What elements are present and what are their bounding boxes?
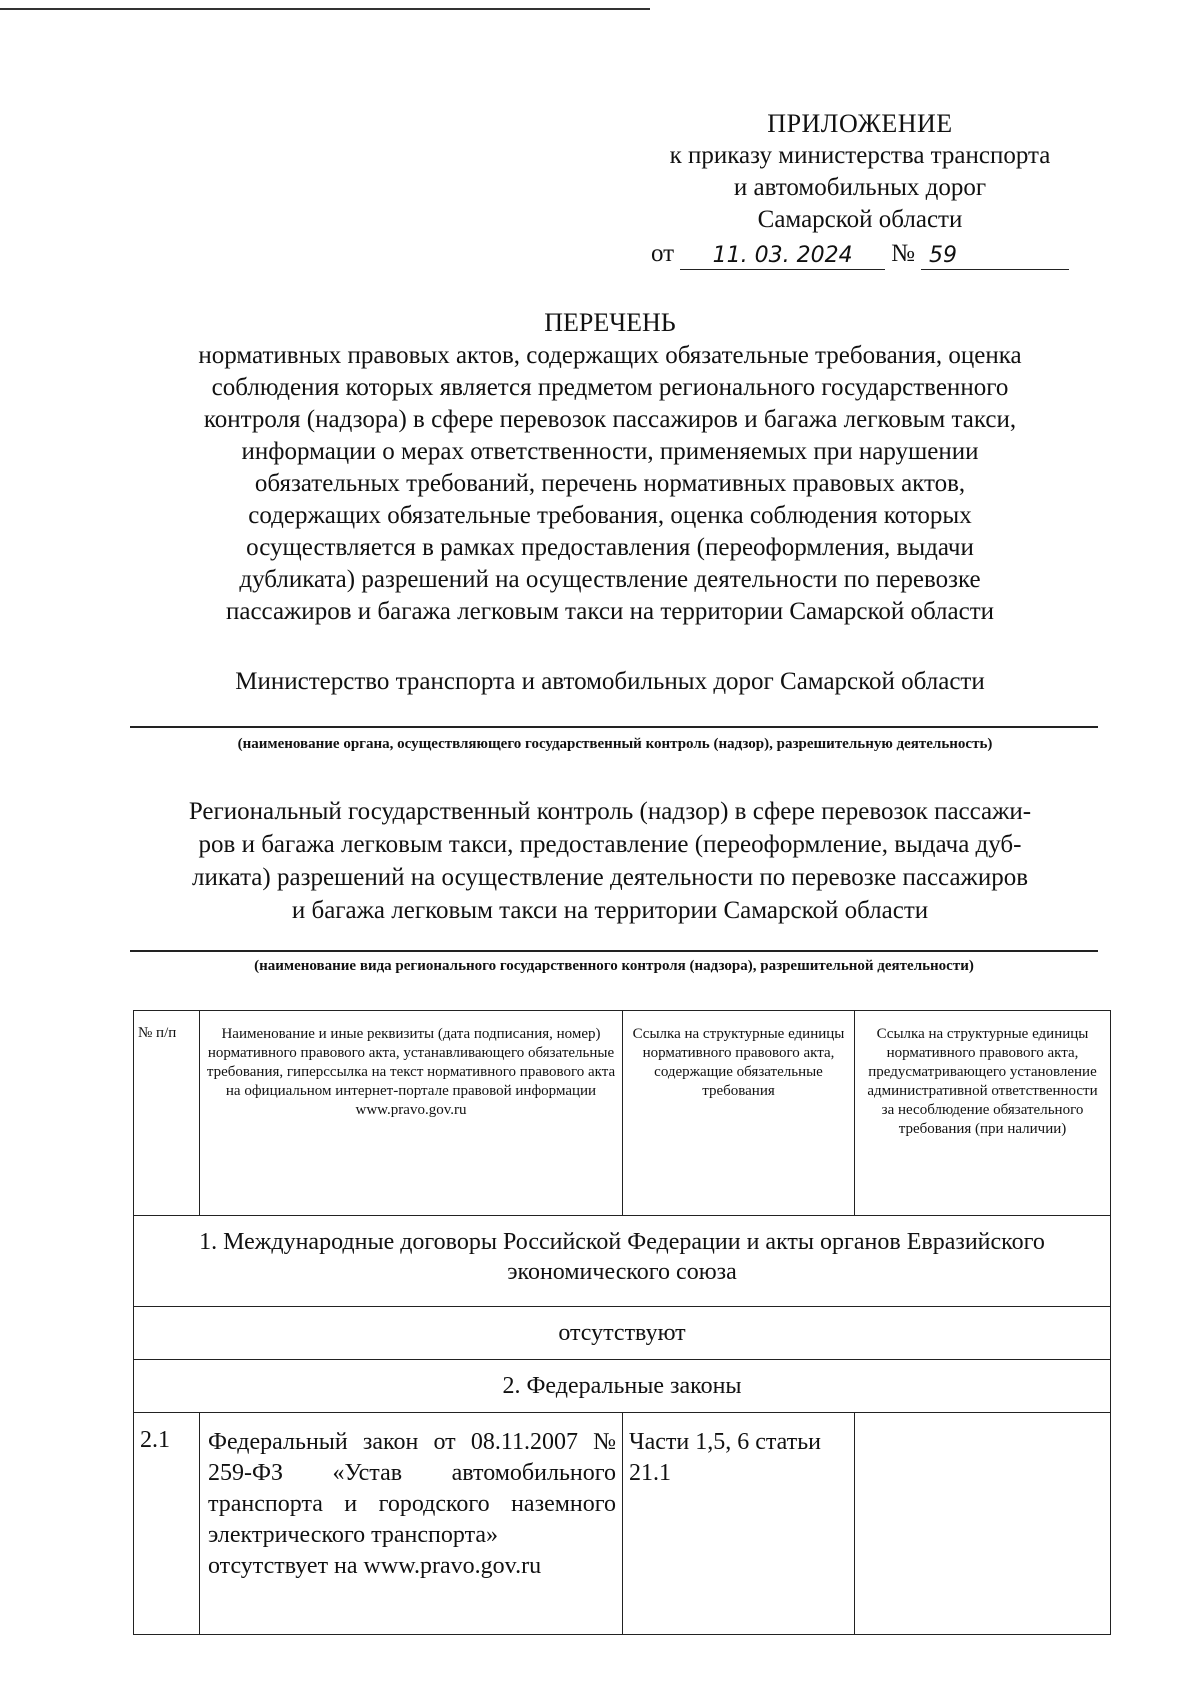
control-kind-caption: (наименование вида регионального государственного контроля (надзора), разрешительной деятельности) [254,958,974,974]
control-kind-line: и багажа легковым такси на территории Самарской области [291,897,929,924]
description-line: дубликата) разрешений на осуществление деятельности по перевозке [239,566,981,593]
section-1-row [134,1216,1111,1307]
section-2-row [134,1360,1111,1413]
row-act [200,1413,623,1635]
row-number: 2.1 [134,1413,200,1635]
organization-underline [130,726,1098,728]
description-line: нормативных правовых актов, содержащих обязательные требования, оценка [198,342,1022,369]
description-line: контроля (надзора) в сфере перевозок пассажиров и багажа легковым такси, [203,406,1017,433]
description-line: информации о мерах ответственности, применяемых при нарушении [241,438,979,465]
number-prefix: № [891,240,915,267]
header-liability: Ссылка на структурные единицы нормативного правового акта, предусматривающего установление административной ответственности за несоблюдение обязательного требования (при наличии) [855,1011,1111,1216]
section-2-title: 2. Федеральные законы [134,1360,1111,1413]
appendix-line-1: к приказу министерства транспорта [669,142,1051,169]
list-description [135,340,1085,628]
row-act-title: Федеральный закон от 08.11.2007 № 259-ФЗ «Устав автомобильного транспорта и городского наземного электрического транспорта» [208,1429,616,1548]
row-units: Части 1,5, 6 статьи 21.1 [623,1413,855,1635]
top-border-line [0,8,650,10]
order-date-line [600,238,1120,270]
description-line: содержащих обязательные требования, оценка соблюдения которых [248,502,972,529]
section-1-note: отсутствуют [134,1307,1111,1360]
order-date: 11. 03. 2024 [680,243,885,270]
appendix-title: ПРИЛОЖЕНИЕ [767,109,953,138]
appendix-line-2: и автомобильных дорог [733,174,987,201]
control-kind-line: ров и багажа легковым такси, предоставление (переоформление, выдача дуб- [198,831,1022,858]
control-kind [130,795,1090,927]
control-kind-line: ликата) разрешений на осуществление деятельности по перевозке пассажиров [192,864,1028,891]
row-act-link: отсутствует на www.pravo.gov.ru [208,1553,542,1579]
description-line: обязательных требований, перечень нормативных правовых актов, [254,470,966,497]
appendix-block [600,108,1120,270]
description-line: пассажиров и багажа легковым такси на территории Самарской области [225,598,995,625]
appendix-line-3: Самарской области [757,206,963,233]
control-kind-line: Региональный государственный контроль (надзор) в сфере перевозок пассажи- [188,798,1032,825]
organization-name: Министерство транспорта и автомобильных дорог Самарской области [235,668,985,695]
header-units: Ссылка на структурные единицы нормативного правового акта, содержащие обязательные требования [623,1011,855,1216]
section-1-note-row [134,1307,1111,1360]
description-line: осуществляется в рамках предоставления (переоформления, выдачи [246,534,974,561]
header-number: № п/п [134,1011,200,1216]
description-line: соблюдения которых является предметом регионального государственного [211,374,1009,401]
section-1-title: 1. Международные договоры Российской Федерации и акты органов Евразийского экономического союза [134,1216,1111,1307]
header-act: Наименование и иные реквизиты (дата подписания, номер) нормативного правового акта, устанавливающего обязательные требования, гиперссылка на текст нормативного правового акта на официальном интернет-портале правовой информации www.pravo.gov.ru [200,1011,623,1216]
date-prefix: от [651,240,675,267]
table-row [134,1413,1111,1635]
requirements-table [133,1010,1111,1635]
row-liability [855,1413,1111,1635]
control-kind-underline [130,950,1098,952]
organization-caption: (наименование органа, осуществляющего государственный контроль (надзор), разрешительную деятельность) [237,736,993,752]
list-title: ПЕРЕЧЕНЬ [544,308,676,337]
table-header-row [134,1011,1111,1216]
order-number: 59 [921,243,1069,270]
